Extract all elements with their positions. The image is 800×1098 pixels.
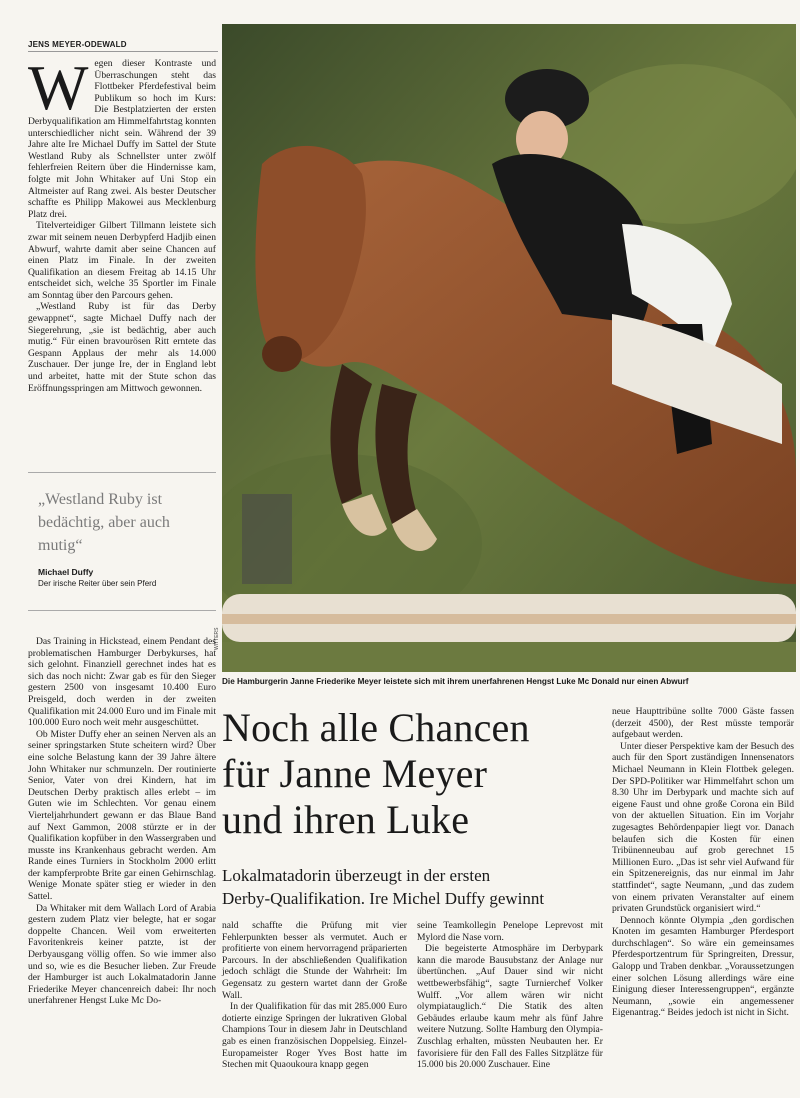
col1-paragraph-2: Ob Mister Duffy eher an seinen Nerven als an seiner springstarken Stute scheitern wird? Über eine solche Belastung kann der 39 Jahre ältere John Whitaker nur schmunzeln. Der routinierte Senior, Vater von drei Kindern, hat im Deutschen Derby praktisch alles erlebt – im Guten wie im Schlechten. Vor genau einem Vierteljahrhundert gewann er das Blaue Band auf Next Gammon, 2008 stürzte er in der Qualifikation kopfüber in den Wassergraben und musste ins Krankenhaus gebracht werden. Am Rande eines Turniers in Stockholm 2000 erlitt der kampferprobte Brite gar einen Gehirnschlag. Wenige Monate später stieg er wieder in den Sattel. [28, 728, 216, 903]
column-1 [28, 636, 216, 1007]
subhead-line-1: Lokalmatadorin überzeugt in der ersten [222, 866, 491, 885]
photo-illustration [222, 24, 796, 672]
col1-paragraph-3: Da Whitaker mit dem Wallach Lord of Arabia gestern zudem Platz vier belegte, hat er sogar doppelte Chancen. Weil vom erweiterten Favoritenkreis keiner patzte, ist der Derbyausgang völlig offen. So wie immer also und so, wie es die Besucher lieben. Zur Freude der Hamburger ist auch Lokalmatadorin Janne Friederike Meyer chancenreich dabei: Ihr noch unerfahrener Hengst Luke Mc Do- [28, 902, 216, 1007]
subhead-line-2: Derby-Qualifikation. Ire Michel Duffy gewinnt [222, 889, 545, 908]
col2-paragraph-2: In der Qualifikation für das mit 285.000 Euro dotierte einzige Springen der lukrativen Global Champions Tour in diesem Jahr in Deutschland gab es einen französischen Doppelsieg. Einzel-Europameister Roger Yves Bost hatte im Stechen mit Quaoukoura knapp gegen [222, 1001, 407, 1071]
byline: JENS MEYER-ODEWALD [28, 40, 127, 49]
col1-paragraph-1: Das Training in Hickstead, einem Pendant des problematischen Hamburger Derbykurses, hat sich gelohnt. Finanziell gerechnet indes hat es sich das noch nicht: Zwar gab es für den Sieger gestern 2500 von insgesamt 10.400 Euro Preisgeld, doch werden in der zweiten Qualifikation mit 24.000 Euro und im Finale mit 100.000 Euro noch weit mehr ausgeschüttet. [28, 636, 216, 729]
col4-paragraph-3: Dennoch könnte Olympia „den gordischen Knoten im gesamten Hamburger Pferdesport durchschlagen“. So wäre ein gemeinsames Pferdesportzentrum für Springreiten, Dressur, Galopp und Traben denkbar. „Voraussetzungen einer solchen Lösung allerdings wäre eine Einigung dieser Interessengruppen“, ergänzte Neumann, „sowie ein angemessener Eigenantrag.“ Beides jedoch ist nicht in Sicht. [612, 914, 794, 1019]
subhead [222, 864, 602, 910]
col2-paragraph-1: nald schaffte die Prüfung mit vier Fehlerpunkten besser als vermutet. Auch er profitierte von einem hervorragend präparierten Parcours. In der abschließenden Qualifikation jedoch schlägt die Stunde der Wahrheit: Im Gegensatz zu gestern wartet dann der Große Wall. [222, 920, 407, 1001]
column-4 [612, 706, 794, 1019]
photo-caption: Die Hamburgerin Janne Friederike Meyer leistete sich mit ihrem unerfahrenen Hengst Luke Mc Donald nur einen Abwurf [222, 677, 689, 686]
photo-credit: WITTERS [214, 627, 220, 650]
col3-paragraph-2: Die begeisterte Atmosphäre im Derbypark kann die marode Bausubstanz der Anlage nur übertünchen. „Auf Dauer sind wir nicht wettbewerbsfähig“, sagte Turnierchef Volker Wulff. „Vor allem wären wir nicht olympiatauglich.“ Die Statik des alten Gebäudes erlaube kaum mehr als fünf Jahre weitere Nutzung. Sollte Hamburg den Olympia-Zuschlag erhalten, müssten Neubauten her. Er favorisiere für den Fall des Falles Sitzplätze für 15.000 bis 20.000 Zuschauer. Eine [417, 943, 603, 1071]
lead-paragraph-1: egen dieser Kontraste und Überraschungen steht das Flottbeker Pferdefestival beim Publikum so hoch im Kurs: Die Bestplatzierten der ersten Derbyqualifikation am Himmelfahrtstag konnten unterschiedlicher nicht sein. Während der 39 Jahre alte Ire Michael Duffy im Sattel der Stute Westland Ruby als Schnellster unter zwölf fehlerfreien Reitern über die Hindernisse kam, folgte mit John Whitaker auf Uni Stop ein Altmeister auf Rang zwei. Als bester Deutscher schaffte es Philipp Makowei aus Mecklenburg Platz drei. [28, 58, 216, 220]
col4-paragraph-2: Unter dieser Perspektive kam der Besuch des auch für den Sport zuständigen Innensenators Michael Neumann in Klein Flottbek gelegen. Der SPD-Politiker war Himmelfahrt schon um 8.30 Uhr im Derbypark und machte sich auf eigene Faust und ohne große Corona ein Bild von der aktuellen Situation. Ein im Vorjahr zugesagtes Behördenpapier liegt vor. Danach belaufen sich die Kosten für einen Tribünenneubau auf grob gerechnet 15 Millionen Euro. „Das ist sehr viel Aufwand für ein Spitzenereignis, das nur einmal im Jahr stattfindet“, sagte Neumann, „und das zudem von einem privaten Veranstalter auf einem privaten Grundstück organisiert wird.“ [612, 740, 794, 915]
col4-paragraph-1: neue Haupttribüne sollte 7000 Gäste fassen (derzeit 4500), der Rest müsste temporär aufgebaut werden. [612, 706, 794, 741]
pullquote-bottom-rule [28, 610, 216, 611]
column-3 [417, 920, 603, 1071]
pullquote-top-rule [28, 472, 216, 473]
lead-paragraph-3: „Westland Ruby ist für das Derby gewappnet“, sagte Michael Duffy nach der Siegerehrung, „sie ist bedächtig, aber auch mutig.“ Für einen bravourösen Ritt erntete das Gespann Applaus der mehr als 14.000 Zuschauer. Der junge Ire, der in England lebt und arbeitet, hatte mit der Stute schon das Eröffnungsspringen am Mittwoch gewonnen. [28, 301, 216, 394]
lead-column [28, 52, 216, 394]
headline-line-1: Noch alle Chancen [222, 705, 530, 750]
pullquote-desc: Der irische Reiter über sein Pferd [38, 579, 157, 588]
headline-line-2: für Janne Meyer [222, 751, 488, 796]
horse-jumping-photo [222, 24, 796, 672]
headline [222, 705, 602, 843]
pullquote-text: „Westland Ruby ist bedächtig, aber auch mutig“ [38, 491, 170, 554]
headline-line-3: und ihren Luke [222, 797, 470, 842]
pullquote-name: Michael Duffy [38, 567, 94, 577]
lead-paragraph-2: Titelverteidiger Gilbert Tillmann leistete sich zwar mit seinem neuen Derbypferd Hadjib einen Abwurf, wahrte damit aber seine Chancen auf einen Platz im Finale. In der zweiten Qualifikation an diesem Freitag ab 14.15 Uhr entscheidet sich, welche 35 Sportler im Finale am Sonntag über den Parcours gehen. [28, 220, 216, 301]
pullquote [38, 488, 213, 588]
drop-cap: W [28, 52, 89, 123]
col3-paragraph-1: seine Teamkollegin Penelope Leprevost mit Mylord die Nase vorn. [417, 920, 603, 943]
column-2 [222, 920, 407, 1071]
